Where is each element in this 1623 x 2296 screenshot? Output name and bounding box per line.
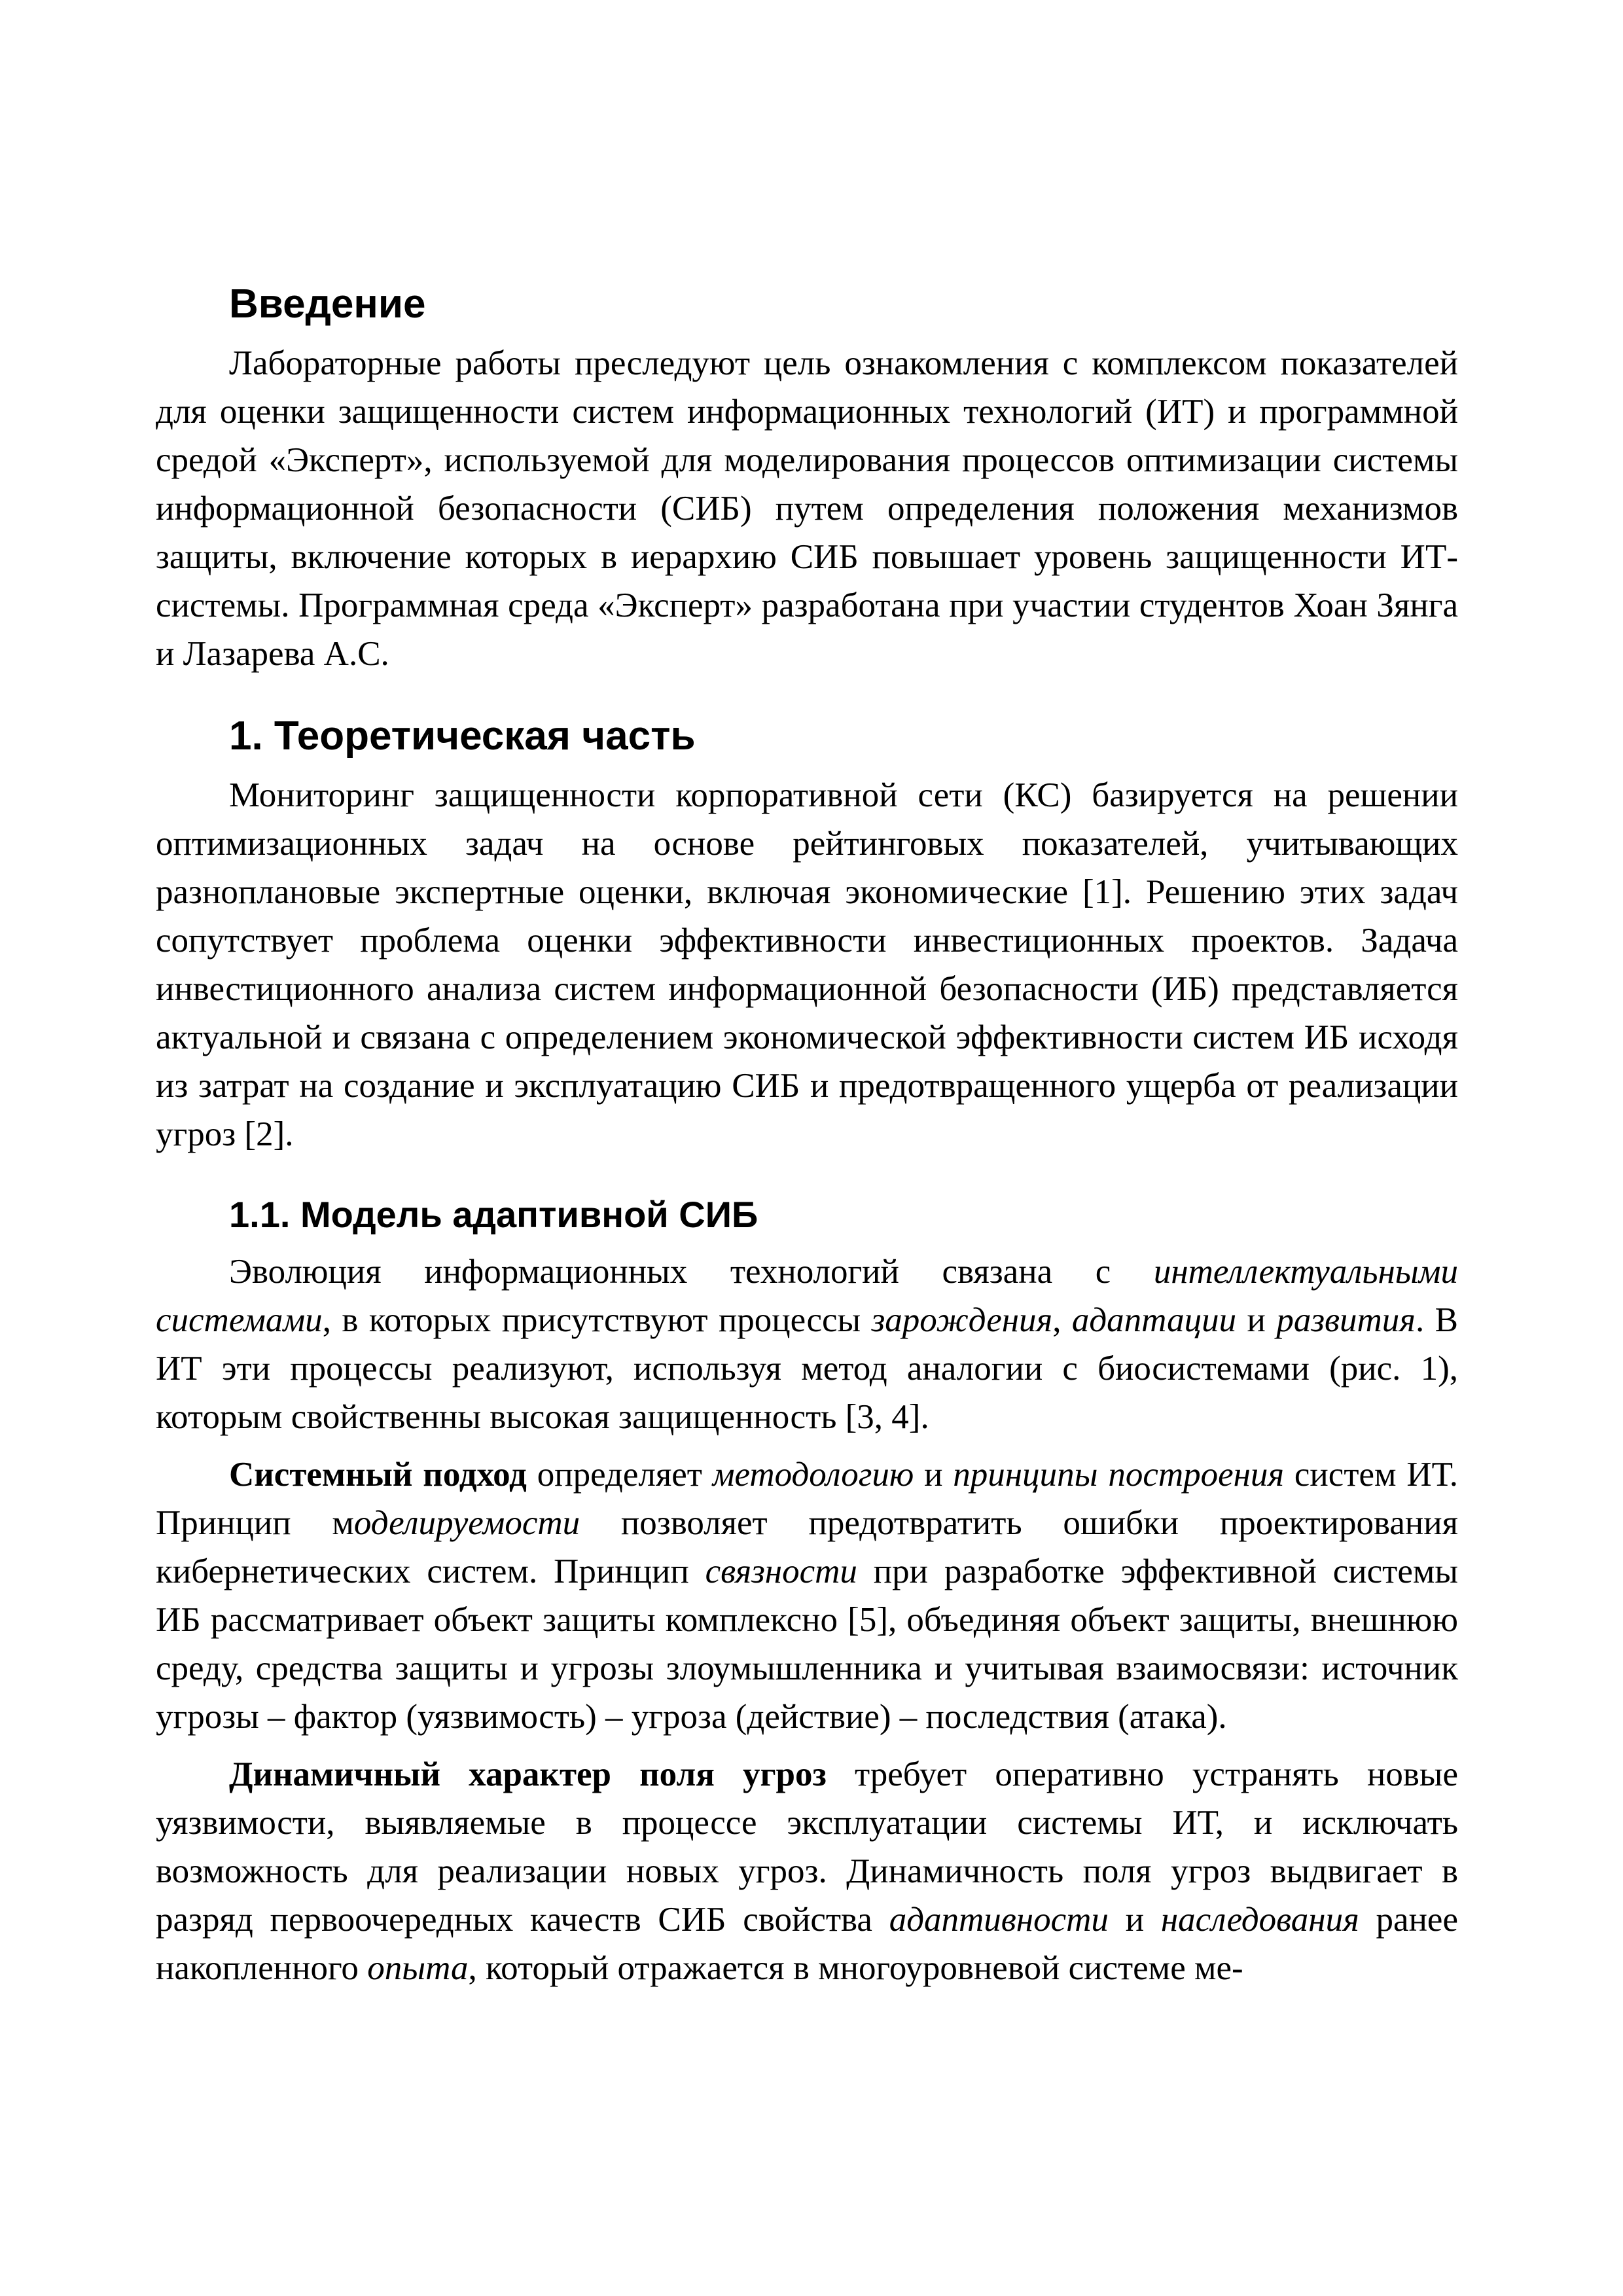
theory-heading: 1. Теоретическая часть [229, 713, 696, 759]
model-paragraph-threat-field [156, 1750, 1458, 1992]
text-run: , [1052, 1301, 1072, 1339]
bold-term: Динамичный характер поля угроз [229, 1755, 827, 1793]
text-run: Эволюция информационных технологий связана с [229, 1253, 1154, 1291]
text-run: и [1108, 1901, 1161, 1939]
text-run: , в которых присутствуют процессы [322, 1301, 872, 1339]
text-run: . В ИТ эти процессы реализуют, используя метод аналогии с биосистемами (рис. 1), которым свойственны высокая защищенность [3, 4]. [156, 1301, 1458, 1436]
italic-term: зарождения [871, 1301, 1053, 1339]
italic-term: адаптации [1071, 1301, 1237, 1339]
text-run: и [914, 1456, 954, 1494]
model-paragraph-system-approach [156, 1450, 1458, 1741]
text-run: требует оперативно устранять новые уязвимости, выявляемые в процессе эксплуатации системы ИТ, и исключать возможность для реализации новых угроз. Динамичность поля угроз выдвигает в разряд первоочередных качеств СИБ свойства [156, 1755, 1458, 1939]
italic-term: связности [705, 1552, 857, 1590]
text-run: и [1236, 1301, 1277, 1339]
italic-term: интеллектуальными системами [156, 1253, 1458, 1339]
theory-paragraph: Мониторинг защищенности корпоративной сети (КС) базируется на решении оптимизационных задач на основе рейтинговых показателей, учитывающих разноплановые экспертные оценки, включая экономические [1]. Решению этих задач сопутствует проблема оценки эффективности инвестиционных проектов. Задача инвестиционного анализа систем информационной безопасности (ИБ) представляется актуальной и связана с определением экономической эффективности систем ИБ исходя из затрат на создание и эксплуатацию СИБ и предотвращенного ущерба от реализации угроз [2]. [156, 776, 1458, 1153]
model-heading: 1.1. Модель адаптивной СИБ [229, 1194, 758, 1235]
text-run: позволяет предотвратить ошибки проектирования кибернетических систем. Принцип [156, 1504, 1458, 1590]
italic-term: методологию [712, 1456, 914, 1494]
text-run: систем ИТ. Принцип м [156, 1456, 1458, 1542]
text-run: при разработке эффективной системы ИБ рассматривает объект защиты комплексно [5], объединяя объект защиты, внешнюю среду, средства защиты и угрозы злоумышленника и учитывая взаимосвязи: источник угрозы – фактор (уязвимость) – угроза (действие) – последствия (атака). [156, 1552, 1458, 1736]
text-run: , который отражается в многоуровневой системе ме- [468, 1949, 1243, 1987]
italic-term: принципы построения [953, 1456, 1285, 1494]
italic-term: оделируемости [353, 1504, 580, 1542]
page-content [156, 275, 1458, 1992]
intro-heading: Введение [229, 281, 426, 327]
italic-term: опыта [367, 1949, 469, 1987]
bold-term: Системный подход [229, 1456, 527, 1494]
italic-term: адаптивности [889, 1901, 1109, 1939]
italic-term: наследования [1160, 1901, 1359, 1939]
text-run: ранее накопленного [156, 1901, 1458, 1987]
text-run: определяет [526, 1456, 713, 1494]
intro-paragraph: Лабораторные работы преследуют цель ознакомления с комплексом показателей для оценки защищенности систем информационных технологий (ИТ) и программной средой «Эксперт», используемой для моделирования процессов оптимизации системы информационной безопасности (СИБ) путем определения положения механизмов защиты, включение которых в иерархию СИБ повышает уровень защищенности ИТ-системы. Программная среда «Эксперт» разработана при участии студентов Хоан Зянга и Лазарева А.С. [156, 344, 1458, 673]
italic-term: развития [1276, 1301, 1416, 1339]
model-paragraph-evolution [156, 1247, 1458, 1441]
